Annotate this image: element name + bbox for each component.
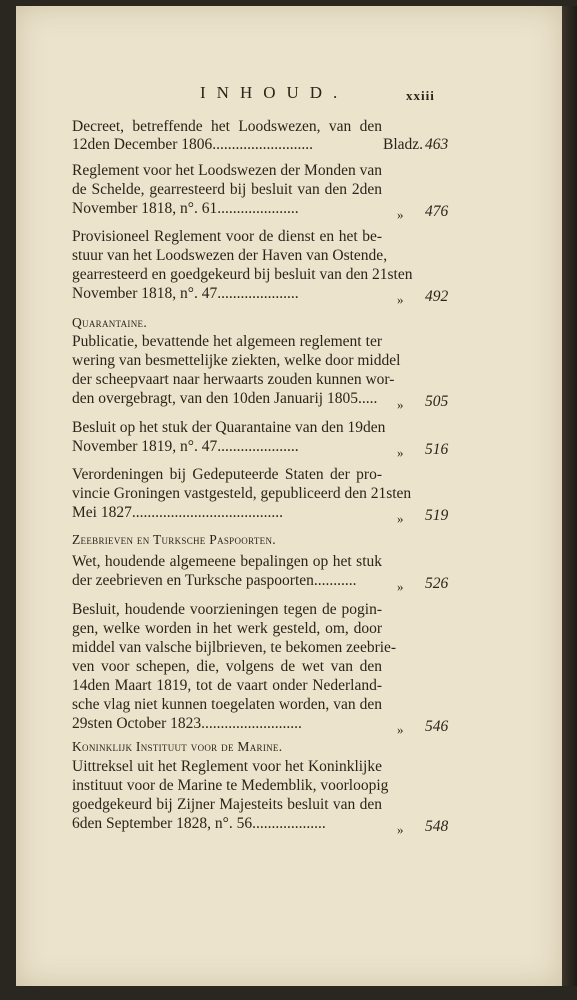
ditto-mark: » xyxy=(397,207,404,222)
page-number: xxiii xyxy=(406,88,435,103)
entry-line: Besluit, houdende voorzieningen tegen de pogin- xyxy=(72,601,382,618)
entry-line: der zeebrieven en Turksche paspoorten........... xyxy=(72,572,357,589)
entry-line: November 1818, n°. 47..................... xyxy=(72,285,299,302)
entry-line: de Schelde, gearresteerd bij besluit van den 2den xyxy=(72,181,382,198)
page-reference: 476 xyxy=(425,203,449,220)
entry-line: Publicatie, bevattende het algemeen reglement ter xyxy=(72,333,382,350)
entry-line: gen, welke worden in het werk gesteld, om, door xyxy=(72,620,382,637)
entry-line: Uittreksel uit het Reglement voor het Koninklijke xyxy=(72,758,382,775)
entry-line: middel van valsche bijlbrieven, te bekomen zeebrie- xyxy=(72,639,397,656)
ditto-mark: » xyxy=(397,397,404,412)
entry-line: instituut voor de Marine te Medemblik, voorloopig xyxy=(72,777,389,794)
page-reference: 526 xyxy=(425,575,449,592)
entry-line: ven voor schepen, die, volgens de wet van den xyxy=(72,658,382,675)
entry-line: Reglement voor het Loodswezen der Monden van xyxy=(72,162,382,179)
entry-line: 29sten October 1823.......................... xyxy=(72,715,302,732)
entry-line: November 1819, n°. 47..................... xyxy=(72,438,299,455)
entry-line: November 1818, n°. 61..................... xyxy=(72,200,299,217)
page-edge xyxy=(562,6,577,986)
page-reference: 505 xyxy=(425,393,449,410)
entry-line: Verordeningen bij Gedeputeerde Staten der pro- xyxy=(72,466,382,483)
entry-line: 6den September 1828, n°. 56................... xyxy=(72,815,326,832)
page-heading: INHOUD. xyxy=(200,83,349,102)
entry-line: goedgekeurd bij Zijner Majesteits besluit van den xyxy=(72,796,382,813)
entry-line: wering van besmettelijke ziekten, welke door middel xyxy=(72,352,401,369)
entry-line: Mei 1827....................................... xyxy=(72,504,283,521)
entry-line: Provisioneel Reglement voor de dienst en het be- xyxy=(72,228,382,245)
ditto-mark: » xyxy=(397,579,404,594)
entry-line: Wet, houdende algemeene bepalingen op het stuk xyxy=(72,553,382,570)
section-heading: Quarantaine. xyxy=(72,315,147,330)
section-heading: Zeebrieven en Turksche Paspoorten. xyxy=(72,532,276,547)
ditto-mark: » xyxy=(397,722,404,737)
entry-line: den overgebragt, van den 10den Januarij 1805..... xyxy=(72,390,378,407)
ditto-mark: » xyxy=(397,445,404,460)
entry-line: stuur van het Loodswezen der Haven van Ostende, xyxy=(72,247,388,264)
entry-line: 12den December 1806.......................... xyxy=(72,136,314,153)
page-reference: 548 xyxy=(425,818,449,835)
entry-line: Decreet, betreffende het Loodswezen, van den xyxy=(72,118,382,135)
page-reference: 516 xyxy=(425,441,449,458)
page-reference: 519 xyxy=(425,507,449,524)
entry-line: Besluit op het stuk der Quarantaine van den 19den xyxy=(72,419,386,436)
ditto-mark: » xyxy=(397,292,404,307)
page-reference: 492 xyxy=(425,288,449,305)
section-heading: Koninklijk Instituut voor de Marine. xyxy=(72,739,283,754)
page-reference: 546 xyxy=(425,718,449,735)
ditto-mark: » xyxy=(397,822,404,837)
page-label: Bladz. xyxy=(383,136,424,153)
ditto-mark: » xyxy=(397,511,404,526)
entry-line: gearresteerd en goedgekeurd bij besluit van den 21sten xyxy=(72,266,413,283)
entry-line: vincie Groningen vastgesteld, gepubliceerd den 21sten xyxy=(72,485,412,502)
page-reference: 463 xyxy=(425,136,449,153)
entry-line: sche vlag niet kunnen toegelaten worden, van den xyxy=(72,696,382,713)
entry-line: 14den Maart 1819, tot de vaart onder Nederland- xyxy=(72,677,382,694)
entry-line: der scheepvaart naar herwaarts zouden kunnen wor- xyxy=(72,371,395,388)
